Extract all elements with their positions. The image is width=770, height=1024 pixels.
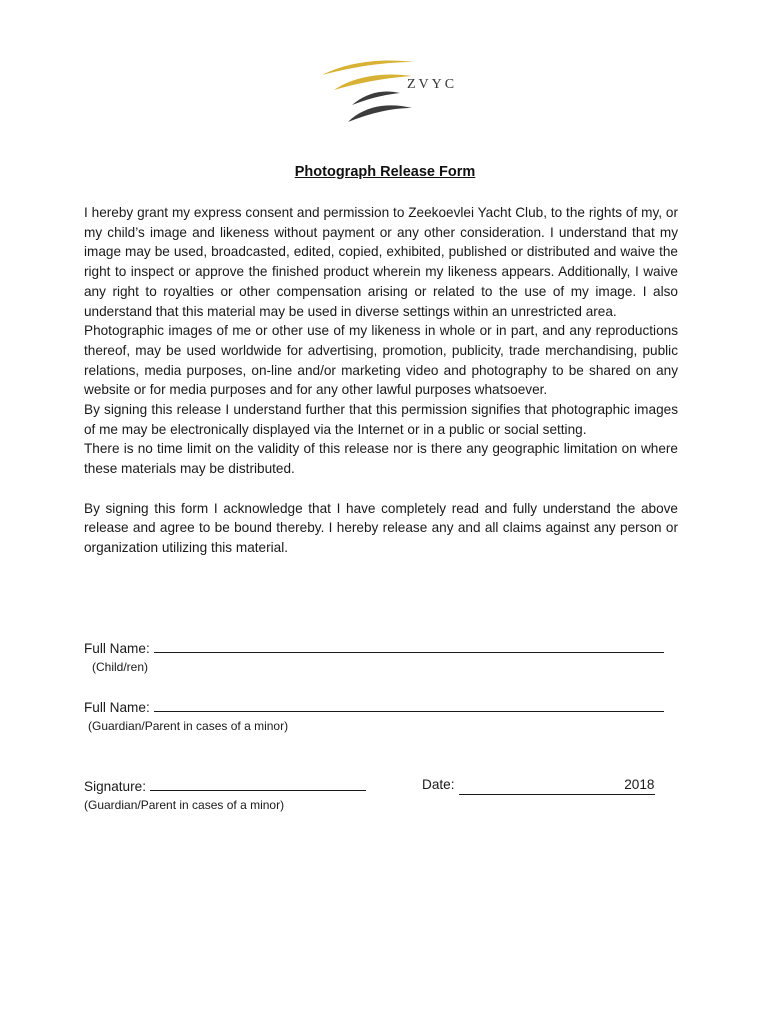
guardian-name-line[interactable] [154,697,664,712]
date-year[interactable]: 2018 [459,776,655,795]
paragraph-time-limit: There is no time limit on the validity of this release nor is there any geographic limitation on where these materials may be distributed. [84,441,678,477]
logo-swoosh-icon [318,56,458,130]
signature-note: (Guardian/Parent in cases of a minor) [84,798,285,812]
child-name-field[interactable] [84,638,664,658]
child-name-line[interactable] [154,638,664,653]
date-field[interactable] [422,776,655,795]
paragraph-usage: Photographic images of me or other use of my likeness in whole or in part, and any reproductions thereof, may be used worldwide for advertising, promotion, publicity, trade merchandising, public relations, media purposes, on-line and/or marketing video and photography to be shared on any website or for media purposes and for any other lawful purposes whatsoever. [84,323,678,398]
child-name-note: (Child/ren) [92,660,149,674]
signature-label: Signature: [84,779,146,794]
club-logo [318,56,458,130]
paragraph-consent: I hereby grant my express consent and permission to Zeekoevlei Yacht Club, to the rights of my, or my child’s image and likeness without payment or any other consideration. I understand that my image may be used, broadcasted, edited, copied, exhibited, published or distributed and waive the right to inspect or approve the finished product wherein my likeness appears. Additionally, I waive any right to royalties or other compensation arising or related to the use of my image. I also understand that this material may be used in diverse settings within an unrestricted area. [84,205,678,319]
paragraph-internet: By signing this release I understand further that this permission signifies that photographic images of me may be electronically displayed via the Internet or in a public or social setting. [84,402,678,437]
page-title: Photograph Release Form [294,164,476,180]
signature-field[interactable] [84,776,366,796]
date-label: Date: [422,777,455,792]
release-body [84,203,678,558]
guardian-name-field[interactable] [84,697,664,717]
paragraph-acknowledgement: By signing this form I acknowledge that I have completely read and fully understand the above release and agree to be bound thereby. I hereby release any and all claims against any person or organization utilizing this material. [84,500,678,555]
signature-line[interactable] [150,776,366,791]
guardian-name-note: (Guardian/Parent in cases of a minor) [88,719,289,733]
guardian-name-label: Full Name: [84,700,150,715]
child-name-label: Full Name: [84,641,150,656]
logo-text: ZVYC [407,77,458,92]
